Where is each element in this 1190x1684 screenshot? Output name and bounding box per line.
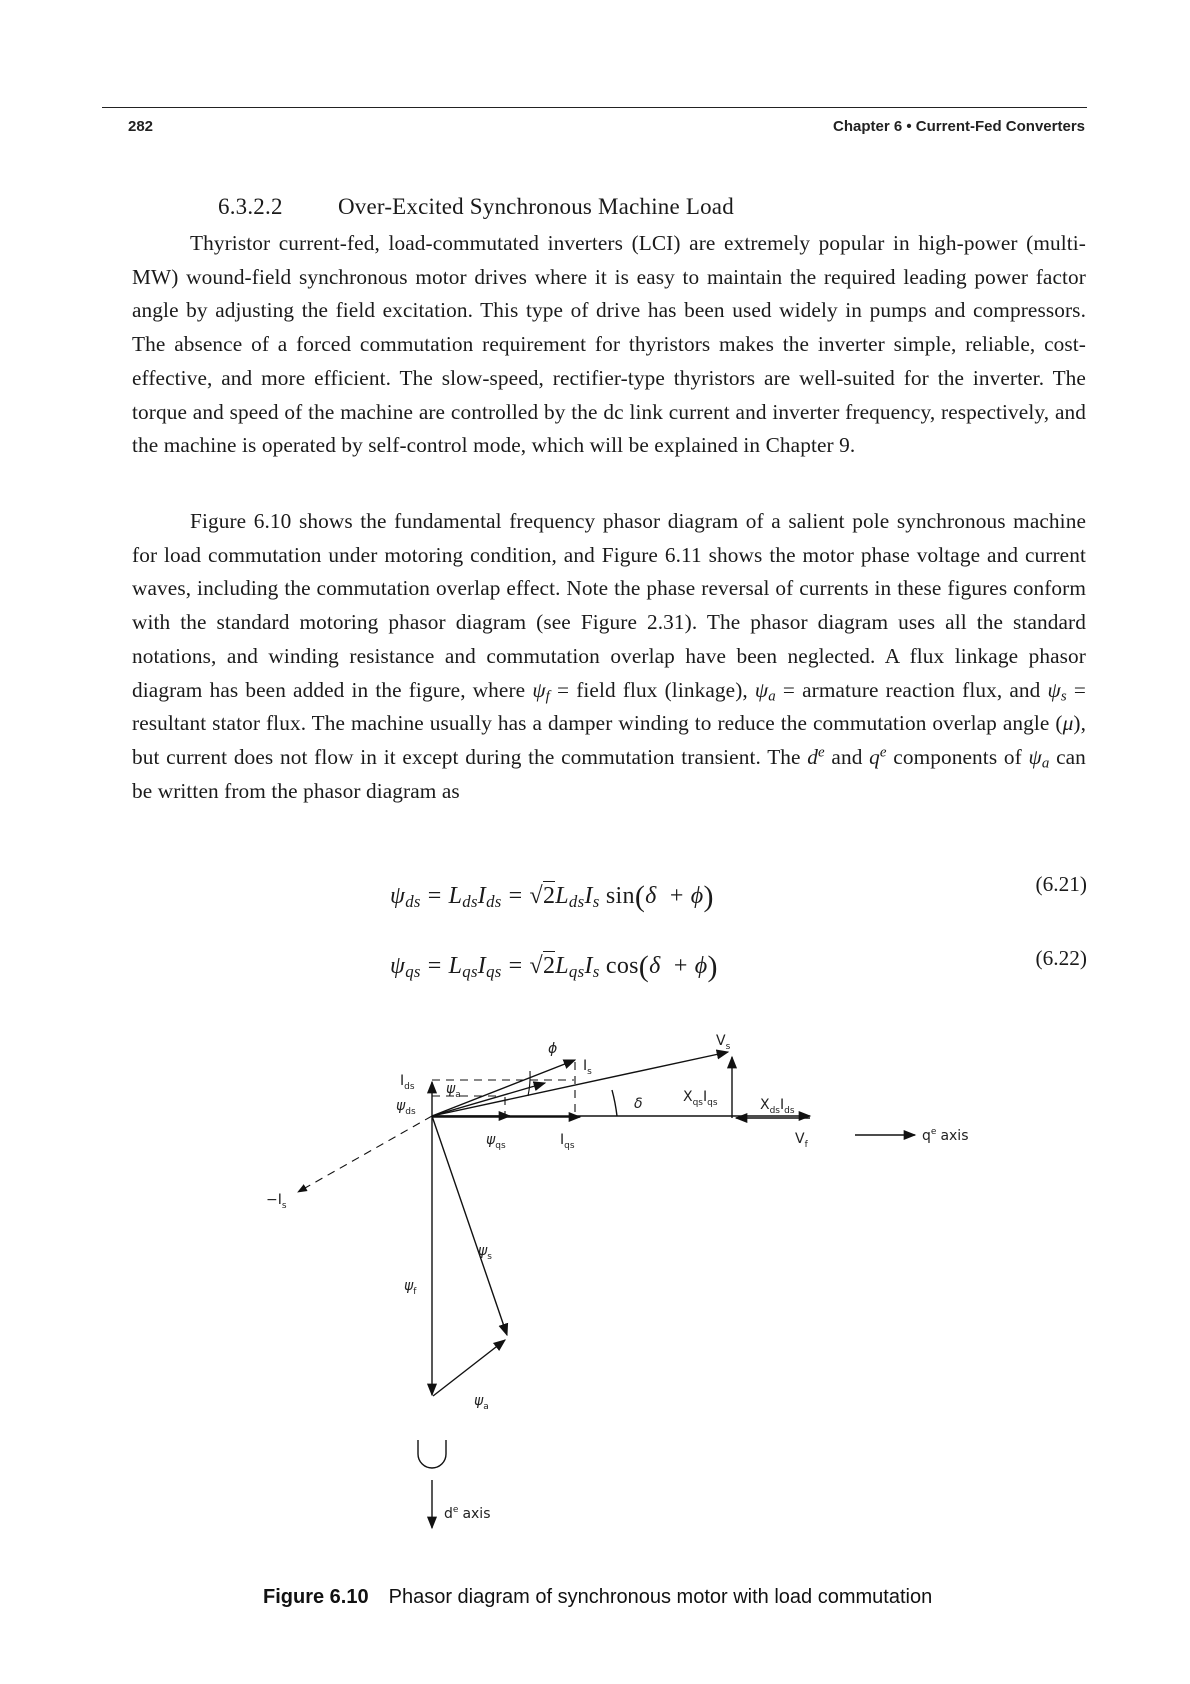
equation-number: (6.21) — [1035, 872, 1087, 896]
is-phasor — [432, 1060, 575, 1116]
q-axis-label: $q^e$ axis — [922, 1127, 969, 1144]
psi-a-top-label: $\psi_a$ — [446, 1081, 461, 1100]
psi-ds-label: $\psi_{ds}$ — [396, 1098, 416, 1117]
section-number: 6.3.2.2 — [218, 194, 283, 219]
phi-label: ϕ — [548, 1041, 558, 1057]
equation-6-22: $\psi_{qs} = L_{qs}I_{qs} = √2L_{qs}I_s$ cos(δ + ϕ) — [390, 950, 718, 983]
rotor-symbol — [418, 1440, 446, 1468]
ids-label: $I_{ds}$ — [400, 1073, 415, 1092]
delta-arc — [612, 1090, 617, 1116]
paragraph-2: Figure 6.10 shows the fundamental frequency phasor diagram of a salient pole synchronous machine for load commutation under motoring condition, and Figure 6.11 shows the motor phase voltage and current waves, including the commutation overlap effect. Note the phase reversal of currents in these figures conform with the standard motoring phasor diagram (see Figure 2.31). The phasor diagram uses all the standard notations, and winding resistance and commutation overlap have been neglected. A flux linkage phasor diagram has been added in the figure, where $\psi_f$ = field flux (linkage), $\psi_a$ = armature reaction flux, and $\psi_s$ = resultant stator flux. The machine usually has a damper winding to reduce the commutation overlap angle (μ), but current does not flow in it except during the commutation transient. The $d^e$ and $q^e$ components of $\psi_a$ can be written from the phasor diagram as — [132, 509, 1086, 803]
header-rule — [102, 107, 1087, 108]
psi-qs-label: $\psi_{qs}$ — [486, 1132, 506, 1151]
psi-f-label: $\psi_f$ — [404, 1278, 417, 1297]
page-number: 282 — [128, 118, 154, 135]
caption-label: Figure 6.10 — [263, 1586, 369, 1608]
minus-is-phasor — [298, 1116, 432, 1192]
phi-arc — [528, 1071, 530, 1096]
caption-text: Phasor diagram of synchronous motor with load commutation — [388, 1586, 933, 1608]
equation-number: (6.22) — [1035, 946, 1087, 970]
iqs-label: $I_{qs}$ — [560, 1132, 575, 1151]
psi-s-phasor — [432, 1116, 507, 1335]
vs-phasor — [432, 1052, 728, 1116]
section-title: Over-Excited Synchronous Machine Load — [338, 194, 734, 219]
paragraph-1: Thyristor current-fed, load-commutated inverters (LCI) are extremely popular in high-power (multi-MW) wound-field synchronous motor drives where it is easy to maintain the required leading power factor angle by adjusting the field excitation. This type of drive has been used widely in pumps and compressors. The absence of a forced commutation requirement for thyristors makes the inverter simple, reliable, cost-effective, and more efficient. The slow-speed, rectifier-type thyristors are well-suited for the inverter. The torque and speed of the machine are controlled by the dc link current and inverter frequency, respectively, and the machine is operated by self-control mode, which will be explained in Chapter 9. — [132, 231, 1086, 458]
section-heading — [218, 194, 734, 220]
xqs-iqs-label: $X_{qs}I_{qs}$ — [683, 1089, 718, 1108]
figure-caption — [263, 1586, 932, 1609]
psi-s-label: $\psi_s$ — [478, 1243, 492, 1262]
is-label: $I_s$ — [583, 1058, 592, 1077]
vs-label: $V_s$ — [716, 1033, 731, 1052]
delta-label: δ — [634, 1096, 643, 1112]
running-head: Chapter 6 • Current-Fed Converters — [833, 118, 1085, 135]
d-axis-label: $d^e$ axis — [444, 1505, 491, 1522]
psi-a-phasor — [432, 1083, 545, 1116]
minus-is-label: $-I_s$ — [266, 1192, 287, 1211]
psi-a-bottom-label: $\psi_a$ — [474, 1393, 489, 1412]
psi-a-bottom-phasor — [433, 1340, 505, 1396]
vf-label: $V_f$ — [795, 1131, 808, 1150]
equation-6-21: $\psi_{ds} = L_{ds}I_{ds} = √2L_{ds}I_s$ sin(δ + ϕ) — [390, 880, 714, 913]
xds-ids-label: $X_{ds}I_{ds}$ — [760, 1097, 795, 1116]
